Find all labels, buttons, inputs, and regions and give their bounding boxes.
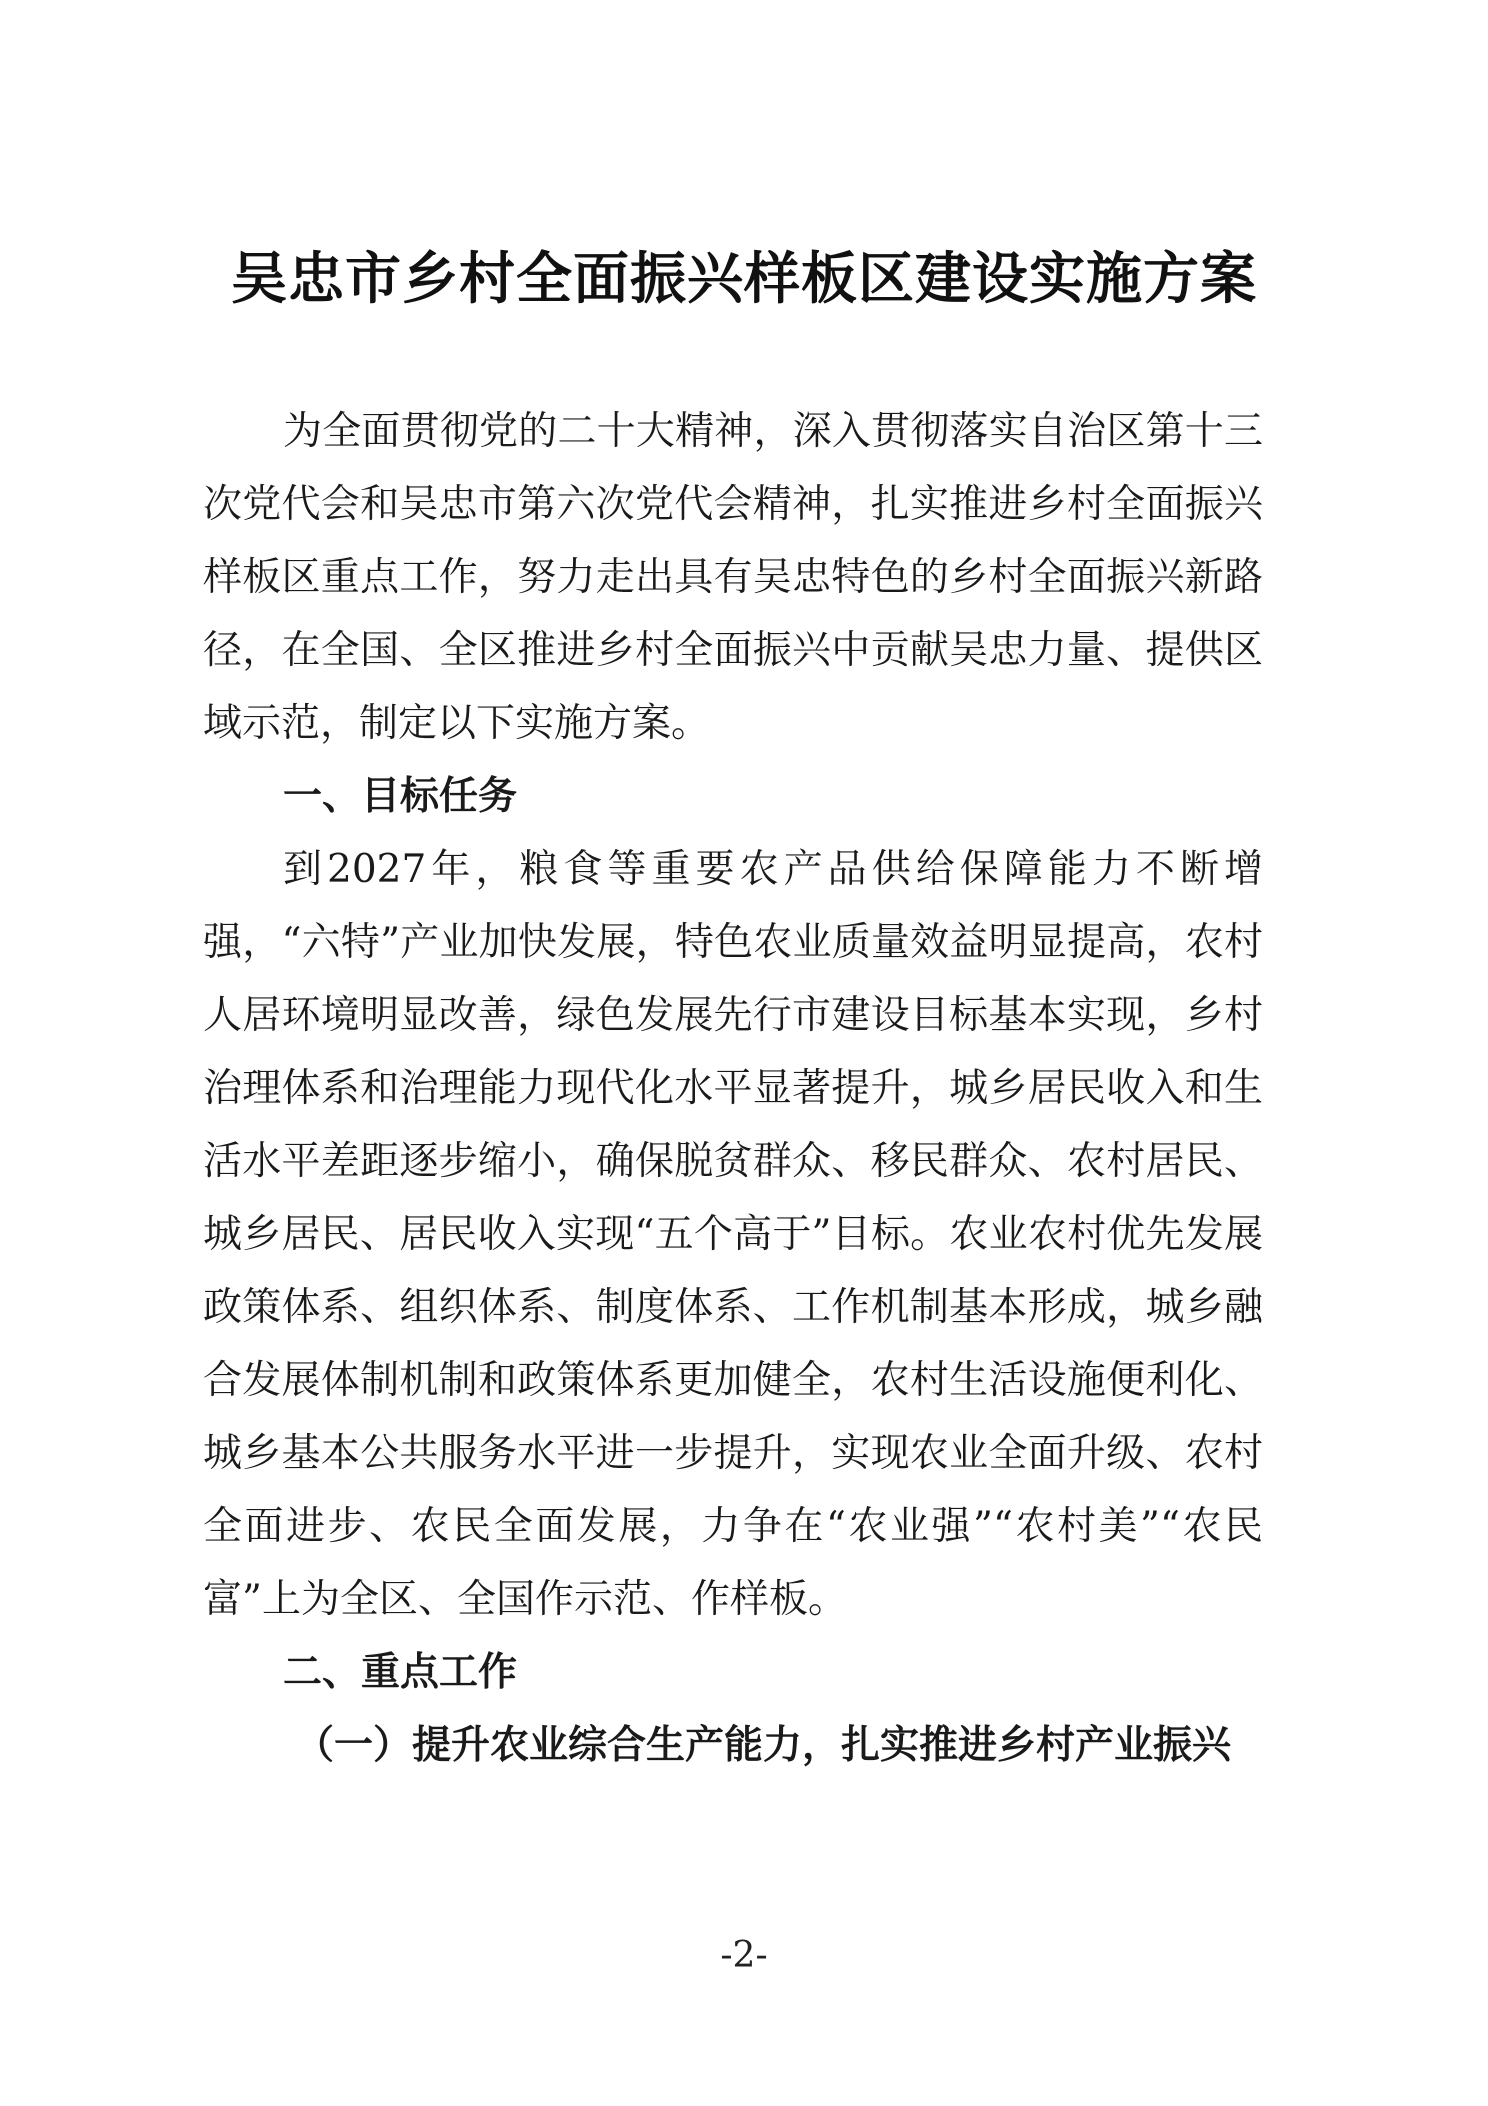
subsection-heading-agriculture: （一）提升农业综合生产能力，扎实推进乡村产业振兴 (295, 1723, 1232, 1768)
document-content (203, 395, 1263, 1782)
goals-paragraph: 到2027年，粮食等重要农产品供给保障能力不断增强，“六特”产业加快发展，特色农业质量效益明显提高，农村人居环境明显改善，绿色发展先行市建设目标基本实现，乡村治理体系和治理能力现代化水平显著提升，城乡居民收入和生活水平差距逐步缩小，确保脱贫群众、移民群众、农村居民、城乡居民、居民收入实现“五个高于”目标。农业农村优先发展政策体系、组织体系、制度体系、工作机制基本形成，城乡融合发展体制机制和政策体系更加健全，农村生活设施便利化、城乡基本公共服务水平进一步提升，实现农业全面升级、农村全面进步、农民全面发展，力争在“农业强”“农村美”“农民富”上为全区、全国作示范、作样板。 (203, 847, 1263, 1622)
section-heading-goals: 一、目标任务 (283, 774, 518, 819)
intro-paragraph: 为全面贯彻党的二十大精神，深入贯彻落实自治区第十三次党代会和吴忠市第六次党代会精神，扎实推进乡村全面振兴样板区重点工作，努力走出具有吴忠特色的乡村全面振兴新路径，在全国、全区推进乡村全面振兴中贡献吴忠力量、提供区域示范，制定以下实施方案。 (203, 409, 1263, 746)
document-title: 吴忠市乡村全面振兴样板区建设实施方案 (231, 247, 1257, 312)
section-heading-key-work: 二、重点工作 (283, 1650, 518, 1695)
page-number: -2- (720, 1935, 768, 1976)
